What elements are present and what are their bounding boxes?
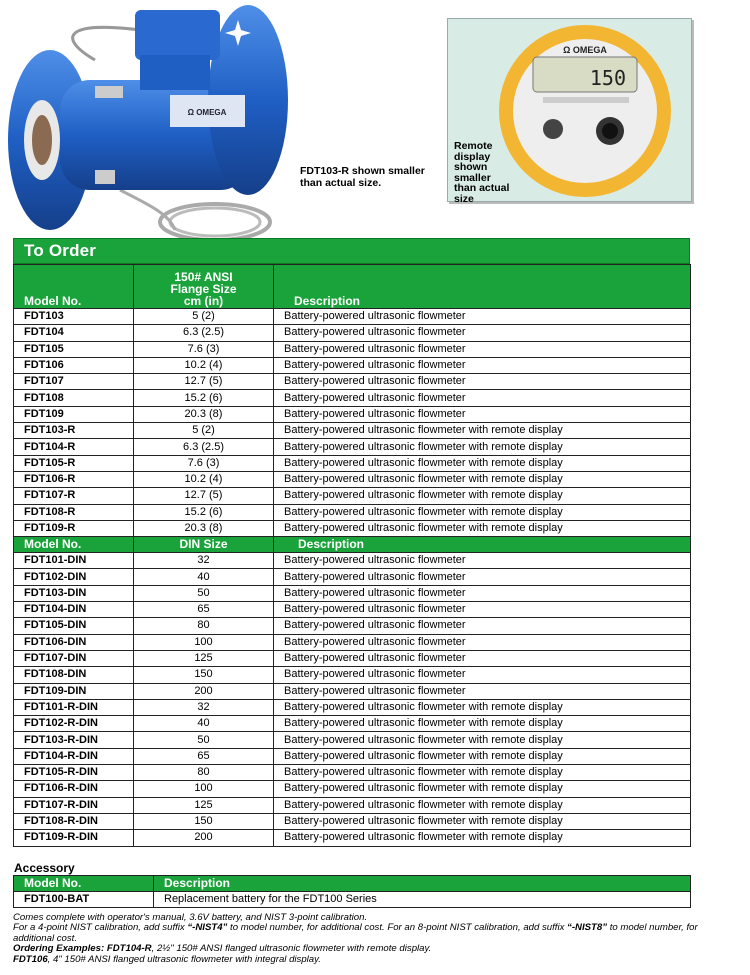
table-row (14, 439, 691, 455)
accessory-label: Accessory (14, 861, 75, 875)
accessory-table (13, 875, 691, 908)
description-cell: Battery-powered ultrasonic flowmeter (274, 650, 691, 666)
description-cell: Battery-powered ultrasonic flowmeter (274, 390, 691, 406)
description-cell: Battery-powered ultrasonic flowmeter with remote display (274, 748, 691, 764)
table-row (14, 423, 691, 439)
acc-header-description: Description (154, 876, 691, 892)
size-cell: 200 (134, 830, 274, 846)
order-header-row (14, 265, 691, 309)
model-cell: FDT108-R-DIN (14, 813, 134, 829)
size-cell: 65 (134, 602, 274, 618)
table-row (14, 683, 691, 699)
din-header-row (14, 537, 691, 553)
size-cell: 32 (134, 553, 274, 569)
model-cell: FDT106-DIN (14, 634, 134, 650)
model-cell: FDT103-DIN (14, 585, 134, 601)
model-cell: FDT101-R-DIN (14, 699, 134, 715)
description-cell: Battery-powered ultrasonic flowmeter with remote display (274, 732, 691, 748)
table-row (14, 520, 691, 536)
description-cell: Battery-powered ultrasonic flowmeter with remote display (274, 765, 691, 781)
size-cell: 50 (134, 585, 274, 601)
description-cell: Battery-powered ultrasonic flowmeter with remote display (274, 423, 691, 439)
table-row (14, 797, 691, 813)
model-cell: FDT109-R (14, 520, 134, 536)
size-cell: 125 (134, 650, 274, 666)
note-example1: Ordering Examples: FDT104-R, 2½" 150# ANSI flanged ultrasonic flowmeter with remote display. (13, 943, 432, 955)
description-cell: Battery-powered ultrasonic flowmeter with remote display (274, 439, 691, 455)
model-cell: FDT108-R (14, 504, 134, 520)
note-line1: Comes complete with operator's manual, 3.6V battery, and NIST 3-point calibration. (13, 912, 368, 923)
model-cell: FDT103-R (14, 423, 134, 439)
table-row (14, 455, 691, 471)
order-title: To Order (13, 238, 690, 264)
model-cell: FDT103-R-DIN (14, 732, 134, 748)
model-cell: FDT106 (14, 357, 134, 373)
model-cell: FDT105 (14, 341, 134, 357)
description-cell: Battery-powered ultrasonic flowmeter with remote display (274, 455, 691, 471)
table-row (14, 813, 691, 829)
description-cell: Battery-powered ultrasonic flowmeter (274, 309, 691, 325)
din-header-size: DIN Size (134, 537, 274, 553)
model-cell: FDT104-DIN (14, 602, 134, 618)
size-cell: 100 (134, 634, 274, 650)
model-cell: FDT104 (14, 325, 134, 341)
table-row (14, 374, 691, 390)
size-cell: 15.2 (6) (134, 390, 274, 406)
table-row (14, 634, 691, 650)
table-row (14, 488, 691, 504)
note-line2: For a 4-point NIST calibration, add suffix “-NIST4” to model number, for additional cost. For an 8-point NIST calibration, add suffix “-NIST8” to model number, for additional cost. (13, 922, 698, 944)
table-row (14, 830, 691, 846)
table-row (14, 325, 691, 341)
model-cell: FDT107-R (14, 488, 134, 504)
size-cell: 7.6 (3) (134, 341, 274, 357)
model-cell: FDT105-R (14, 455, 134, 471)
size-cell: 10.2 (4) (134, 357, 274, 373)
header-model: Model No. (14, 265, 134, 309)
description-cell: Battery-powered ultrasonic flowmeter with remote display (274, 716, 691, 732)
remote-display-photo (447, 18, 692, 205)
flowmeter-photo (0, 0, 290, 238)
description-cell: Battery-powered ultrasonic flowmeter with remote display (274, 781, 691, 797)
size-cell: 40 (134, 569, 274, 585)
meter-logo: Ω OMEGA (187, 108, 227, 117)
table-row (14, 892, 691, 908)
model-cell: FDT106-R-DIN (14, 781, 134, 797)
table-row (14, 406, 691, 422)
size-cell: 5 (2) (134, 309, 274, 325)
table-row (14, 765, 691, 781)
size-cell: 32 (134, 699, 274, 715)
size-cell: 12.7 (5) (134, 488, 274, 504)
description-cell: Battery-powered ultrasonic flowmeter with remote display (274, 813, 691, 829)
model-cell: FDT102-DIN (14, 569, 134, 585)
size-cell: 80 (134, 765, 274, 781)
notes (13, 913, 713, 965)
acc-header-model: Model No. (14, 876, 154, 892)
display-logo: Ω OMEGA (563, 45, 607, 55)
description-cell: Battery-powered ultrasonic flowmeter (274, 683, 691, 699)
size-cell: 200 (134, 683, 274, 699)
acc-desc: Replacement battery for the FDT100 Series (154, 892, 691, 908)
size-cell: 65 (134, 748, 274, 764)
note-example2: FDT106, 4" 150# ANSI flanged ultrasonic flowmeter with integral display. (13, 953, 321, 965)
table-row (14, 602, 691, 618)
model-cell: FDT108 (14, 390, 134, 406)
description-cell: Battery-powered ultrasonic flowmeter (274, 357, 691, 373)
size-cell: 5 (2) (134, 423, 274, 439)
order-section (13, 238, 690, 847)
size-cell: 7.6 (3) (134, 455, 274, 471)
header-flange-size: 150# ANSI Flange Size cm (in) (134, 265, 274, 309)
order-table (13, 264, 691, 847)
table-row (14, 650, 691, 666)
description-cell: Battery-powered ultrasonic flowmeter (274, 667, 691, 683)
table-row (14, 504, 691, 520)
table-row (14, 732, 691, 748)
accessory-header-row (14, 876, 691, 892)
table-row (14, 699, 691, 715)
model-cell: FDT106-R (14, 471, 134, 487)
table-row (14, 309, 691, 325)
description-cell: Battery-powered ultrasonic flowmeter with remote display (274, 830, 691, 846)
size-cell: 150 (134, 667, 274, 683)
table-row (14, 618, 691, 634)
description-cell: Battery-powered ultrasonic flowmeter with remote display (274, 699, 691, 715)
table-row (14, 341, 691, 357)
table-row (14, 781, 691, 797)
meter-caption: FDT103-R shown smaller than actual size. (300, 165, 425, 189)
size-cell: 150 (134, 813, 274, 829)
model-cell: FDT101-DIN (14, 553, 134, 569)
size-cell: 50 (134, 732, 274, 748)
model-cell: FDT109-R-DIN (14, 830, 134, 846)
size-cell: 125 (134, 797, 274, 813)
description-cell: Battery-powered ultrasonic flowmeter (274, 325, 691, 341)
size-cell: 20.3 (8) (134, 406, 274, 422)
table-row (14, 716, 691, 732)
model-cell: FDT109 (14, 406, 134, 422)
model-cell: FDT104-R-DIN (14, 748, 134, 764)
din-header-model: Model No. (14, 537, 134, 553)
size-cell: 20.3 (8) (134, 520, 274, 536)
description-cell: Battery-powered ultrasonic flowmeter (274, 553, 691, 569)
model-cell: FDT102-R-DIN (14, 716, 134, 732)
size-cell: 80 (134, 618, 274, 634)
size-cell: 100 (134, 781, 274, 797)
model-cell: FDT105-R-DIN (14, 765, 134, 781)
description-cell: Battery-powered ultrasonic flowmeter with remote display (274, 504, 691, 520)
table-row (14, 471, 691, 487)
table-row (14, 585, 691, 601)
model-cell: FDT108-DIN (14, 667, 134, 683)
model-cell: FDT109-DIN (14, 683, 134, 699)
size-cell: 6.3 (2.5) (134, 439, 274, 455)
description-cell: Battery-powered ultrasonic flowmeter (274, 341, 691, 357)
description-cell: Battery-powered ultrasonic flowmeter (274, 634, 691, 650)
size-cell: 10.2 (4) (134, 471, 274, 487)
model-cell: FDT107 (14, 374, 134, 390)
table-row (14, 569, 691, 585)
acc-model: FDT100-BAT (14, 892, 154, 908)
description-cell: Battery-powered ultrasonic flowmeter (274, 618, 691, 634)
description-cell: Battery-powered ultrasonic flowmeter with remote display (274, 520, 691, 536)
size-cell: 12.7 (5) (134, 374, 274, 390)
header-description: Description (274, 265, 691, 309)
table-row (14, 390, 691, 406)
size-cell: 40 (134, 716, 274, 732)
display-readout: 150 (589, 66, 626, 90)
model-cell: FDT103 (14, 309, 134, 325)
description-cell: Battery-powered ultrasonic flowmeter (274, 569, 691, 585)
description-cell: Battery-powered ultrasonic flowmeter (274, 602, 691, 618)
din-header-description: Description (274, 537, 691, 553)
model-cell: FDT107-DIN (14, 650, 134, 666)
description-cell: Battery-powered ultrasonic flowmeter with remote display (274, 471, 691, 487)
description-cell: Battery-powered ultrasonic flowmeter with remote display (274, 488, 691, 504)
table-row (14, 553, 691, 569)
table-row (14, 667, 691, 683)
description-cell: Battery-powered ultrasonic flowmeter with remote display (274, 797, 691, 813)
size-cell: 6.3 (2.5) (134, 325, 274, 341)
description-cell: Battery-powered ultrasonic flowmeter (274, 374, 691, 390)
model-cell: FDT107-R-DIN (14, 797, 134, 813)
model-cell: FDT105-DIN (14, 618, 134, 634)
size-cell: 15.2 (6) (134, 504, 274, 520)
table-row (14, 357, 691, 373)
table-row (14, 748, 691, 764)
description-cell: Battery-powered ultrasonic flowmeter (274, 585, 691, 601)
model-cell: FDT104-R (14, 439, 134, 455)
description-cell: Battery-powered ultrasonic flowmeter (274, 406, 691, 422)
display-caption: Remote display shown smaller than actual size (454, 140, 510, 205)
accessory-section (13, 875, 690, 908)
